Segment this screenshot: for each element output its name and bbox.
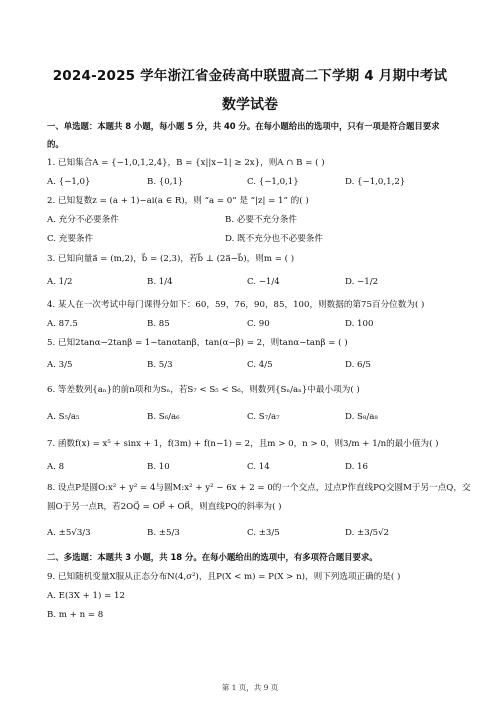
q3-option-b: B. 1/4 xyxy=(147,277,173,287)
question-8-stem-cont: 圆O于另一点R，若2OQ⃗ = OP⃗ + OR⃗，则直线PQ的斜率为( ) xyxy=(47,502,282,512)
q5-option-b: B. 5/3 xyxy=(147,360,173,370)
q7-option-b: B. 10 xyxy=(147,462,170,472)
q4-option-a: A. 87.5 xyxy=(47,319,78,329)
q8-option-b: B. ±5/3 xyxy=(147,528,180,538)
q1-option-a: A. {−1,0} xyxy=(47,177,91,187)
q1-option-d: D. {−1,0,1,2} xyxy=(345,177,406,187)
q6-option-a: A. S₅/a₅ xyxy=(47,412,80,422)
q4-option-d: D. 100 xyxy=(345,319,374,329)
q5-option-c: C. 4/5 xyxy=(247,360,273,370)
q7-option-c: C. 14 xyxy=(247,462,270,472)
question-3-stem: 3. 已知向量a⃗ = (m,2)，b⃗ = (2,3)，若b⃗ ⊥ (2a⃗−b⃗)，则m = ( ) xyxy=(47,254,295,264)
question-5-stem: 5. 已知2tanα−2tanβ = 1−tanαtanβ，tan(α−β) = 2，则tanα−tanβ = ( ) xyxy=(47,338,348,348)
q8-option-d: D. ±3/5√2 xyxy=(345,528,390,538)
q8-option-c: C. ±3/5 xyxy=(247,528,280,538)
section2-heading: 二、多选题：本题共 3 小题，共 18 分。在每小题给出的选项中，有多项符合题目要求。 xyxy=(47,552,378,562)
q2-option-b: B. 必要不充分条件 xyxy=(225,215,297,225)
section1-heading-cont: 的。 xyxy=(47,139,64,149)
question-2-stem: 2. 已知复数z = (a + 1)−ai(a ∈ R)，则 “a = 0” 是 “|z| = 1” 的( ) xyxy=(47,196,309,206)
q2-option-d: D. 既不充分也不必要条件 xyxy=(225,234,323,244)
q1-option-b: B. {0,1} xyxy=(147,177,184,187)
q5-option-a: A. 3/5 xyxy=(47,360,73,370)
q9-option-a: A. E(3X + 1) = 12 xyxy=(47,591,125,601)
question-8-stem: 8. 设点P是圆O:x² + y² = 4与圆M:x² + y² − 6x + 2 = 0的一个交点，过点P作直线PQ交圆M于另一点Q，交 xyxy=(47,483,471,493)
q4-option-b: B. 85 xyxy=(147,319,170,329)
q4-option-c: C. 90 xyxy=(247,319,270,329)
section1-heading: 一、单选题：本题共 8 小题，每小题 5 分，共 40 分。在每小题给出的选项中，只有一项是符合题目要求 xyxy=(47,121,440,131)
page-footer: 第 1 页，共 9 页 xyxy=(221,683,279,692)
q7-option-a: A. 8 xyxy=(47,462,65,472)
q9-option-b: B. m + n = 8 xyxy=(47,610,104,620)
q5-option-d: D. 6/5 xyxy=(345,360,371,370)
q6-option-d: D. S₈/a₈ xyxy=(345,412,378,422)
q8-option-a: A. ±5√3/3 xyxy=(47,528,91,538)
q6-option-b: B. S₆/a₆ xyxy=(147,412,180,422)
question-7-stem: 7. 函数f(x) = x⁵ + sinx + 1，f(3m) + f(n−1) = 2，且m > 0，n > 0，则3/m + 1/n的最小值为( ) xyxy=(47,439,439,449)
exam-title: 2024-2025 学年浙江省金砖高中联盟高二下学期 4 月期中考试 xyxy=(52,68,448,84)
question-6-stem: 6. 等差数列{aₙ}的前n项和为Sₙ，若S₇ < S₅ < S₆，则数列{Sₙ/aₙ}中最小项为( ) xyxy=(47,385,360,395)
question-1-stem: 1. 已知集合A = {−1,0,1,2,4}，B = {x||x−1| ≥ 2x}，则A ∩ B = ( ) xyxy=(47,158,325,168)
q2-option-a: A. 充分不必要条件 xyxy=(47,215,119,225)
question-9-stem: 9. 已知随机变量X服从正态分布N(4,σ²)，且P(X < m) = P(X > n)，则下列选项正确的是( ) xyxy=(47,572,401,582)
q6-option-c: C. S₇/a₇ xyxy=(247,412,280,422)
exam-subtitle: 数学试卷 xyxy=(222,97,278,113)
q1-option-c: C. {−1,0,1} xyxy=(247,177,299,187)
q7-option-d: D. 16 xyxy=(345,462,368,472)
q3-option-c: C. −1/4 xyxy=(247,277,280,287)
q3-option-d: D. −1/2 xyxy=(345,277,379,287)
question-4-stem: 4. 某人在一次考试中每门课得分如下：60，59，76，90，85，100，则数据的第75百分位数为( ) xyxy=(47,300,425,310)
q3-option-a: A. 1/2 xyxy=(47,277,73,287)
q2-option-c: C. 充要条件 xyxy=(47,234,94,244)
